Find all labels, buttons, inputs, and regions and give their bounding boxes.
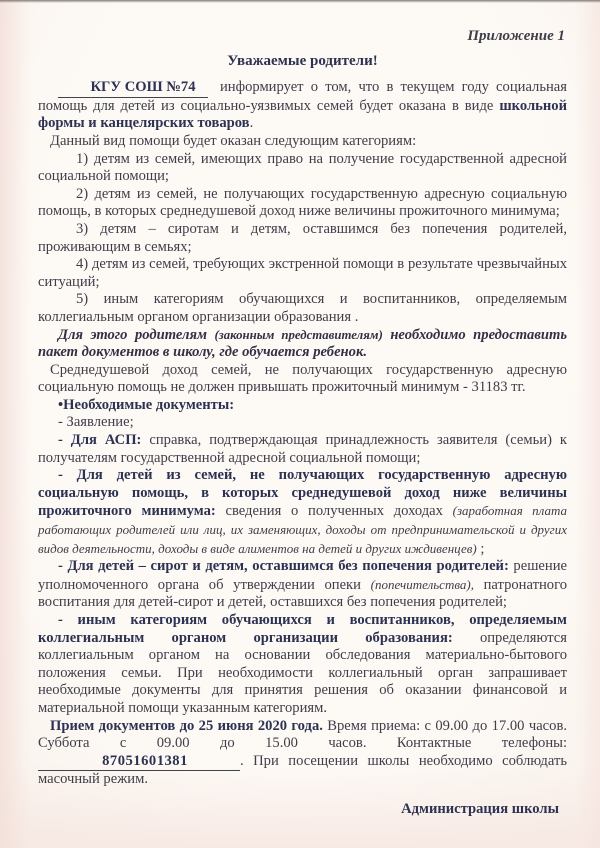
categories-lead: Данный вид помощи будет оказан следующим категориям:	[50, 132, 417, 149]
asp-label: - Для АСП:	[58, 432, 142, 449]
phone-number: 87051601381	[102, 752, 188, 769]
docs-header: •Необходимые документы:	[58, 396, 235, 413]
aid-type-bold: школьной формы и канцелярских товаров	[38, 97, 567, 132]
intro-period: .	[249, 115, 254, 132]
greeting-title: Уважаемые родители!	[227, 52, 378, 69]
notice-part3: необходимо предоставить пакет документов в школу, где обучается ребенок.	[38, 326, 568, 361]
reception-paragraph	[38, 718, 567, 789]
doc-item-orphans	[38, 558, 567, 612]
appendix-label: Приложение 1	[467, 28, 565, 44]
intro-paragraph	[38, 79, 567, 133]
notice-part1: Для этого родителям	[58, 326, 207, 343]
income-note: Среднедушевой доход семей, не получающих государственную адресную социальную помощь не должен привышать прожиточный минимум - 31183 тг.	[38, 361, 567, 396]
other-label: - иным категориям обучающихся и воспитанников, определяемым коллегиальным органом организации образования:	[38, 612, 567, 646]
notice-paragraph	[38, 327, 567, 362]
family-parenthetical: (заработная плата работающих родителей или лиц, их заменяющих, доходы от предпринимательской и других видов деятельности, доходы в виде алиментов на детей и других иждивенцев)	[38, 503, 567, 556]
category-item-4: 4) детям из семей, требующих экстренной помощи в результате чрезвычайных ситуаций;	[38, 256, 567, 290]
family-label: - Для детей из семей, не получающих государственную адресную социальную помощь, в которых среднедушевой доход ниже величины прожиточного минимума:	[38, 467, 567, 520]
reception-hours: Время приема: с 09.00 до 17.00 часов. Суббота с 09.00 до 15.00 часов. Контактные телефоны:	[38, 717, 567, 752]
category-item-3: 3) детям – сиротам и детям, оставшимся без попечения родителей, проживающим в семьях;	[38, 220, 567, 255]
family-text: сведения о полученных доходах	[225, 503, 443, 520]
doc-item-other	[38, 612, 567, 718]
school-name: КГУ СОШ №74	[58, 79, 208, 98]
doc-item-asp	[38, 432, 567, 467]
orphans-text1: решение уполномоченного органа об утверждении опеки	[38, 558, 568, 593]
category-item-5: 5) иным категориям обучающихся и воспитанников, определяемым коллегиальным органом организации образования .	[38, 291, 567, 325]
notice-parenthetical: (законным представителям)	[214, 327, 383, 342]
doc-item-family	[38, 467, 567, 558]
doc-item-statement: - Заявление;	[58, 414, 134, 431]
reception-deadline: Прием документов до 25 июня 2020 года.	[50, 717, 323, 734]
phone-line	[38, 753, 240, 772]
other-text: определяются коллегиальным органом на основании обследования материально-бытового положения семьи. При необходимости коллегиальный орган запрашивает необходимые документы для принятия решения об оказании финансовой и материальной помощи указанным категориям.	[38, 629, 567, 716]
category-item-1: 1) детям из семей, имеющих право на получение государственной адресной социальной помощи;	[38, 150, 567, 185]
category-item-2: 2) детям из семей, не получающих государственную адресную социальную помощь, в которых среднедушевой доход ниже величины прожиточного минимума;	[38, 185, 567, 220]
letter-content	[38, 28, 567, 819]
orphans-text2: патронатного воспитания для детей-сирот и детей, оставшихся без попечения родителей;	[38, 576, 567, 611]
reception-tail: . При посещении школы необходимо соблюдать масочный режим.	[38, 752, 567, 788]
signature: Администрация школы	[401, 800, 559, 817]
asp-text: справка, подтверждающая принадлежность заявителя (семьи) к получателям государственной адресной социальной помощи;	[38, 432, 567, 466]
intro-text: информирует о том, что в текущем году социальная помощь для детей из социально-уязвимых семей будет оказана в виде	[38, 79, 567, 114]
orphans-parenthetical: (попечительства),	[370, 576, 474, 592]
family-tail: ;	[480, 540, 485, 557]
orphans-label: - Для детей – сирот и детям, оставшимся без попечения родителей:	[58, 558, 509, 575]
